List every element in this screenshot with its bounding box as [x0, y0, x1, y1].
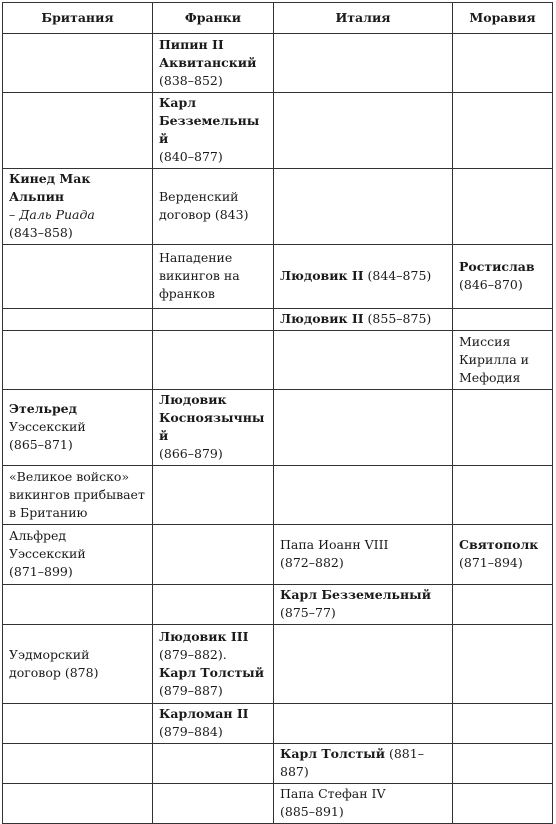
- ruler-years: (871–899): [9, 564, 73, 579]
- ruler-years: (844–875): [363, 268, 432, 283]
- cell-franks: [153, 245, 274, 309]
- ruler-name: Людовик: [159, 392, 227, 407]
- table-row: [3, 466, 553, 525]
- cell-franks: [153, 331, 274, 390]
- event-text: викингов на: [159, 268, 240, 283]
- ruler-years: (879–882).: [159, 646, 227, 662]
- cell-britain: [3, 34, 153, 93]
- cell-italy: [274, 704, 453, 744]
- table-row: [3, 704, 553, 744]
- ruler-name: Кинед Мак Альпин: [9, 171, 91, 204]
- ruler-years: (840–877): [159, 149, 223, 164]
- cell-britain: [3, 784, 153, 824]
- cell-moravia: [453, 784, 553, 824]
- ruler-years: (875–77): [280, 605, 336, 620]
- cell-moravia: [453, 625, 553, 704]
- ruler-name: Уэссекский: [9, 419, 86, 434]
- ruler-name: Ростислав: [459, 259, 535, 274]
- table-row: [3, 245, 553, 309]
- cell-britain: [3, 390, 153, 466]
- table-row: [3, 169, 553, 245]
- ruler-years: (855–875): [363, 311, 432, 326]
- cell-britain: [3, 245, 153, 309]
- ruler-name: Карломан II: [159, 706, 249, 721]
- event-text: в Британию: [9, 504, 88, 520]
- cell-franks: [153, 309, 274, 331]
- cell-britain: [3, 466, 153, 525]
- table-row: [3, 784, 553, 824]
- chronology-table: [2, 2, 553, 824]
- header-italy: Италия: [274, 3, 453, 34]
- header-row: [3, 3, 553, 34]
- cell-britain: [3, 625, 153, 704]
- cell-moravia: [453, 585, 553, 625]
- cell-moravia: [453, 525, 553, 585]
- ruler-name: Карл: [159, 95, 197, 110]
- ruler-years: (871–894): [459, 555, 523, 570]
- ruler-name: Пипин II: [159, 36, 224, 52]
- cell-franks: [153, 585, 274, 625]
- ruler-name: Аквитанский: [159, 54, 257, 70]
- table-row: [3, 625, 553, 704]
- cell-moravia: [453, 466, 553, 525]
- ruler-years: (881–887): [280, 746, 424, 779]
- ruler-years: (838–852): [159, 72, 223, 88]
- cell-italy: [274, 525, 453, 585]
- cell-franks: [153, 34, 274, 93]
- cell-italy: [274, 784, 453, 824]
- cell-franks: [153, 169, 274, 245]
- cell-italy: [274, 309, 453, 331]
- cell-italy: [274, 93, 453, 169]
- ruler-name: Людовик III: [159, 628, 249, 644]
- cell-franks: [153, 704, 274, 744]
- table-row: [3, 331, 553, 390]
- ruler-name: Карл Толстый: [280, 746, 385, 761]
- ruler-years: (879–887): [159, 682, 223, 698]
- cell-moravia: [453, 331, 553, 390]
- cell-italy: [274, 169, 453, 245]
- cell-italy: [274, 390, 453, 466]
- event-text: Миссия: [459, 333, 511, 349]
- cell-italy: [274, 331, 453, 390]
- cell-franks: [153, 744, 274, 784]
- event-text: «Великое войско»: [9, 468, 130, 484]
- header-franks: Франки: [153, 3, 274, 34]
- cell-italy: [274, 625, 453, 704]
- cell-italy: [274, 744, 453, 784]
- ruler-name: Людовик II: [280, 268, 364, 283]
- cell-franks: [153, 625, 274, 704]
- table-row: [3, 744, 553, 784]
- ruler-name: Карл Безземельный: [280, 587, 431, 602]
- cell-britain: [3, 704, 153, 744]
- cell-franks: [153, 784, 274, 824]
- cell-britain: [3, 331, 153, 390]
- event-text: Мефодия: [459, 369, 521, 385]
- cell-moravia: [453, 744, 553, 784]
- event-text: Нападение: [159, 250, 233, 265]
- cell-moravia: [453, 390, 553, 466]
- table-row: [3, 390, 553, 466]
- cell-italy: [274, 245, 453, 309]
- cell-britain: [3, 585, 153, 625]
- ruler-name: Безземельный: [159, 113, 260, 146]
- header-britain: Британия: [3, 3, 153, 34]
- table-row: [3, 585, 553, 625]
- cell-moravia: [453, 169, 553, 245]
- ruler-years: (865–871): [9, 437, 73, 452]
- cell-britain: [3, 744, 153, 784]
- table-row: [3, 34, 553, 93]
- cell-britain: [3, 525, 153, 585]
- ruler-years: (843–858): [9, 225, 73, 240]
- event-text: Верденский: [159, 189, 239, 204]
- cell-moravia: [453, 704, 553, 744]
- event-text: Уэдморский: [9, 646, 90, 662]
- ruler-years: (879–884): [159, 724, 223, 739]
- ruler-name: Людовик II: [280, 311, 364, 326]
- cell-franks: [153, 525, 274, 585]
- ruler-name: Карл Толстый: [159, 664, 264, 680]
- table-row: [3, 309, 553, 331]
- ruler-years: (846–870): [459, 277, 523, 292]
- ruler-name: Уэссекский: [9, 546, 86, 561]
- event-text: договор (843): [159, 207, 249, 222]
- cell-britain: [3, 309, 153, 331]
- cell-moravia: [453, 34, 553, 93]
- table-row: [3, 525, 553, 585]
- cell-britain: [3, 93, 153, 169]
- cell-italy: [274, 34, 453, 93]
- ruler-name: Папа Стефан IV: [280, 786, 386, 801]
- cell-moravia: [453, 309, 553, 331]
- table-row: [3, 93, 553, 169]
- ruler-years: (885–891): [280, 804, 344, 819]
- ruler-years: (866–879): [159, 446, 223, 461]
- cell-franks: [153, 93, 274, 169]
- event-text: франков: [159, 286, 215, 301]
- event-text: Кирилла и: [459, 351, 529, 367]
- event-text: викингов прибывает: [9, 486, 145, 502]
- ruler-name: Альфред: [9, 528, 67, 543]
- cell-moravia: [453, 245, 553, 309]
- cell-franks: [153, 390, 274, 466]
- header-moravia: Моравия: [453, 3, 553, 34]
- cell-moravia: [453, 93, 553, 169]
- cell-italy: [274, 466, 453, 525]
- ruler-name: Косноязычный: [159, 410, 265, 443]
- ruler-name: Святополк: [459, 537, 539, 552]
- cell-italy: [274, 585, 453, 625]
- kingdom-name: – Даль Риада: [9, 207, 95, 222]
- cell-franks: [153, 466, 274, 525]
- cell-britain: [3, 169, 153, 245]
- ruler-name: Папа Иоанн VIII: [280, 537, 389, 552]
- ruler-name: Этельред: [9, 401, 77, 416]
- event-text: договор (878): [9, 664, 99, 680]
- ruler-years: (872–882): [280, 555, 344, 570]
